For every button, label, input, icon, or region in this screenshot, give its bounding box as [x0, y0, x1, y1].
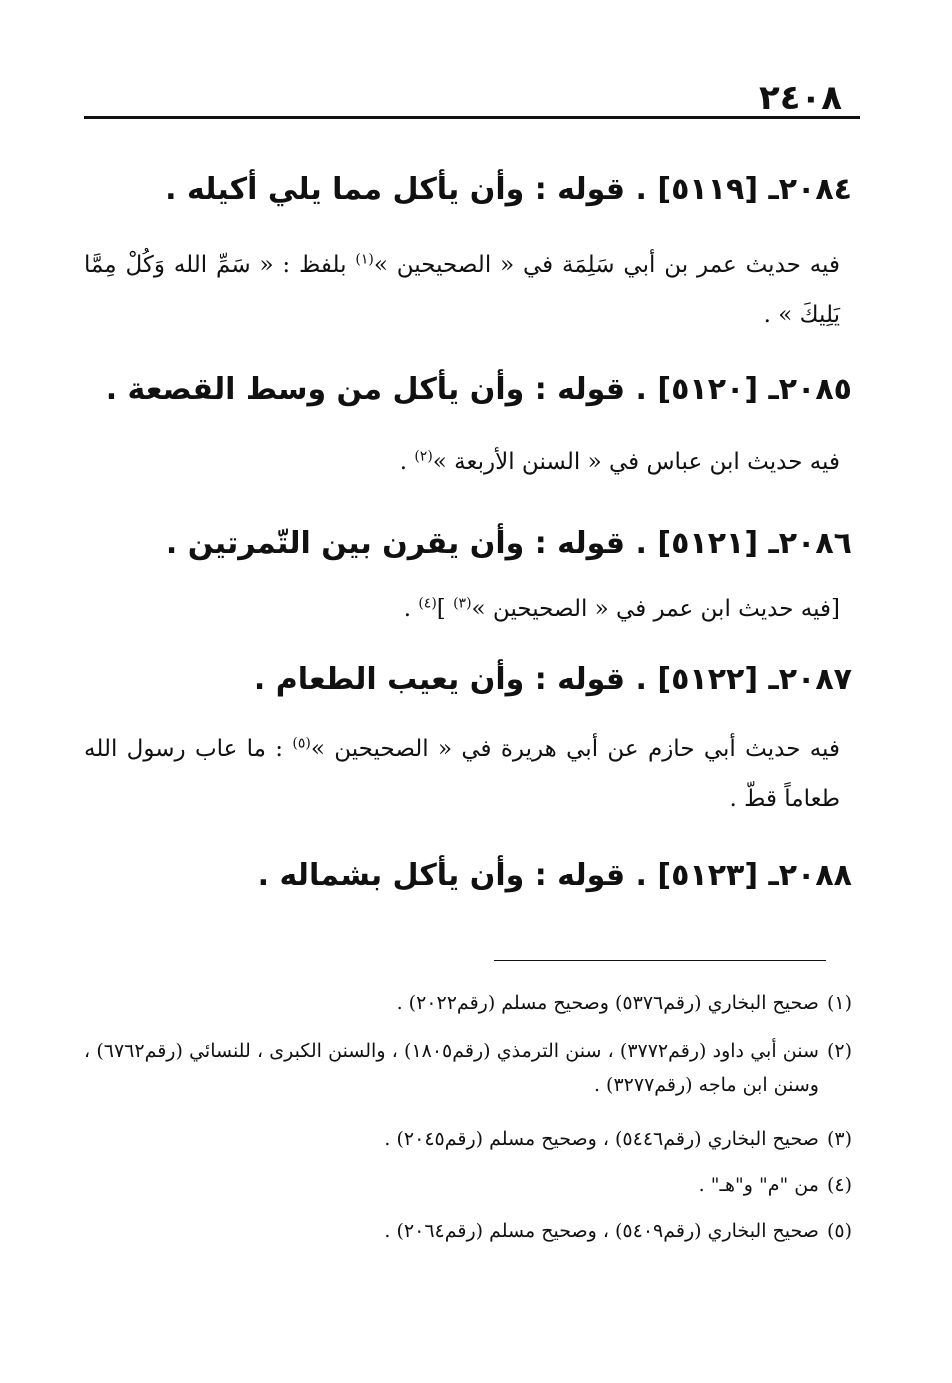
entry-text-2086 [84, 584, 840, 634]
footnote-5-marker: (٥) [826, 1220, 852, 1242]
footnote-ref-5[interactable]: (٥) [292, 735, 311, 752]
entry-text-2087 [84, 724, 840, 824]
footnote-ref-2[interactable]: (٢) [414, 448, 433, 465]
footnote-ref-3[interactable]: (٣) [453, 595, 472, 612]
entry-heading-2087: ٢٠٨٧ـ [٥١٢٢] . قوله : وأن يعيب الطعام . [253, 662, 852, 697]
footnote-1 [84, 986, 852, 1020]
entry-text-2086-part1: [فيه حديث ابن عمر في « الصحيحين » [471, 596, 840, 622]
entry-text-2085-part2: . [399, 449, 415, 475]
footnote-2 [84, 1034, 852, 1102]
footnote-5-text: صحيح البخاري (رقم٥٤٠٩) ، وصحيح مسلم (رقم٢٠٦٤) . [384, 1220, 819, 1242]
footnote-2-marker: (٢) [826, 1040, 852, 1062]
entry-text-2085-part1: فيه حديث ابن عباس في « السنن الأربعة » [432, 449, 840, 475]
entry-heading-2086: ٢٠٨٦ـ [٥١٢١] . قوله : وأن يقرن بين التّمرتين . [165, 526, 852, 561]
entry-text-2086-part3: . [403, 596, 419, 622]
entry-text-2085 [84, 437, 840, 487]
entry-heading-2085: ٢٠٨٥ـ [٥١٢٠] . قوله : وأن يأكل من وسط القصعة . [105, 372, 852, 407]
footnote-4-text: من "م" و"هـ" . [698, 1174, 819, 1196]
footnote-5 [84, 1214, 852, 1248]
footnote-3-text: صحيح البخاري (رقم٥٤٤٦) ، وصحيح مسلم (رقم٢٠٤٥) . [384, 1128, 819, 1150]
entry-text-2086-part2: ] [436, 596, 454, 622]
page-number: ٢٤٠٨ [758, 78, 842, 118]
footnote-1-text: صحيح البخاري (رقم٥٣٧٦) وصحيح مسلم (رقم٢٠٢٢) . [396, 992, 819, 1014]
entry-text-2084-part1: فيه حديث عمر بن أبي سَلِمَة في « الصحيحين » [373, 252, 840, 278]
footnote-4-marker: (٤) [826, 1174, 852, 1196]
footnote-3 [84, 1122, 852, 1156]
footnote-4 [84, 1168, 852, 1202]
entry-text-2084-part2: بلفظ : « سَمِّ الله وَكُلْ مِمَّا يَلِيكَ » . [84, 252, 840, 328]
entry-text-2087-part2: : ما عاب رسول الله طعاماً قطّ . [84, 736, 840, 812]
footnote-ref-1[interactable]: (١) [355, 251, 374, 268]
footnote-ref-4[interactable]: (٤) [418, 595, 437, 612]
footnote-3-marker: (٣) [826, 1128, 852, 1150]
footnote-1-marker: (١) [826, 992, 852, 1014]
entry-heading-2088: ٢٠٨٨ـ [٥١٢٣] . قوله : وأن يأكل بشماله . [257, 858, 852, 893]
footnote-rule [494, 960, 826, 961]
entry-heading-2084: ٢٠٨٤ـ [٥١١٩] . قوله : وأن يأكل مما يلي أكيله . [165, 172, 852, 207]
header-rule [84, 116, 860, 119]
entry-text-2084 [84, 240, 840, 340]
entry-text-2087-part1: فيه حديث أبي حازم عن أبي هريرة في « الصحيحين » [310, 736, 840, 762]
footnote-2-text: سنن أبي داود (رقم٣٧٧٢) ، سنن الترمذي (رقم١٨٠٥) ، والسنن الكبرى ، للنسائي (رقم٦٧٦٢) ، وسنن ابن ماجه (رقم٣٢٧٧) . [84, 1040, 819, 1096]
